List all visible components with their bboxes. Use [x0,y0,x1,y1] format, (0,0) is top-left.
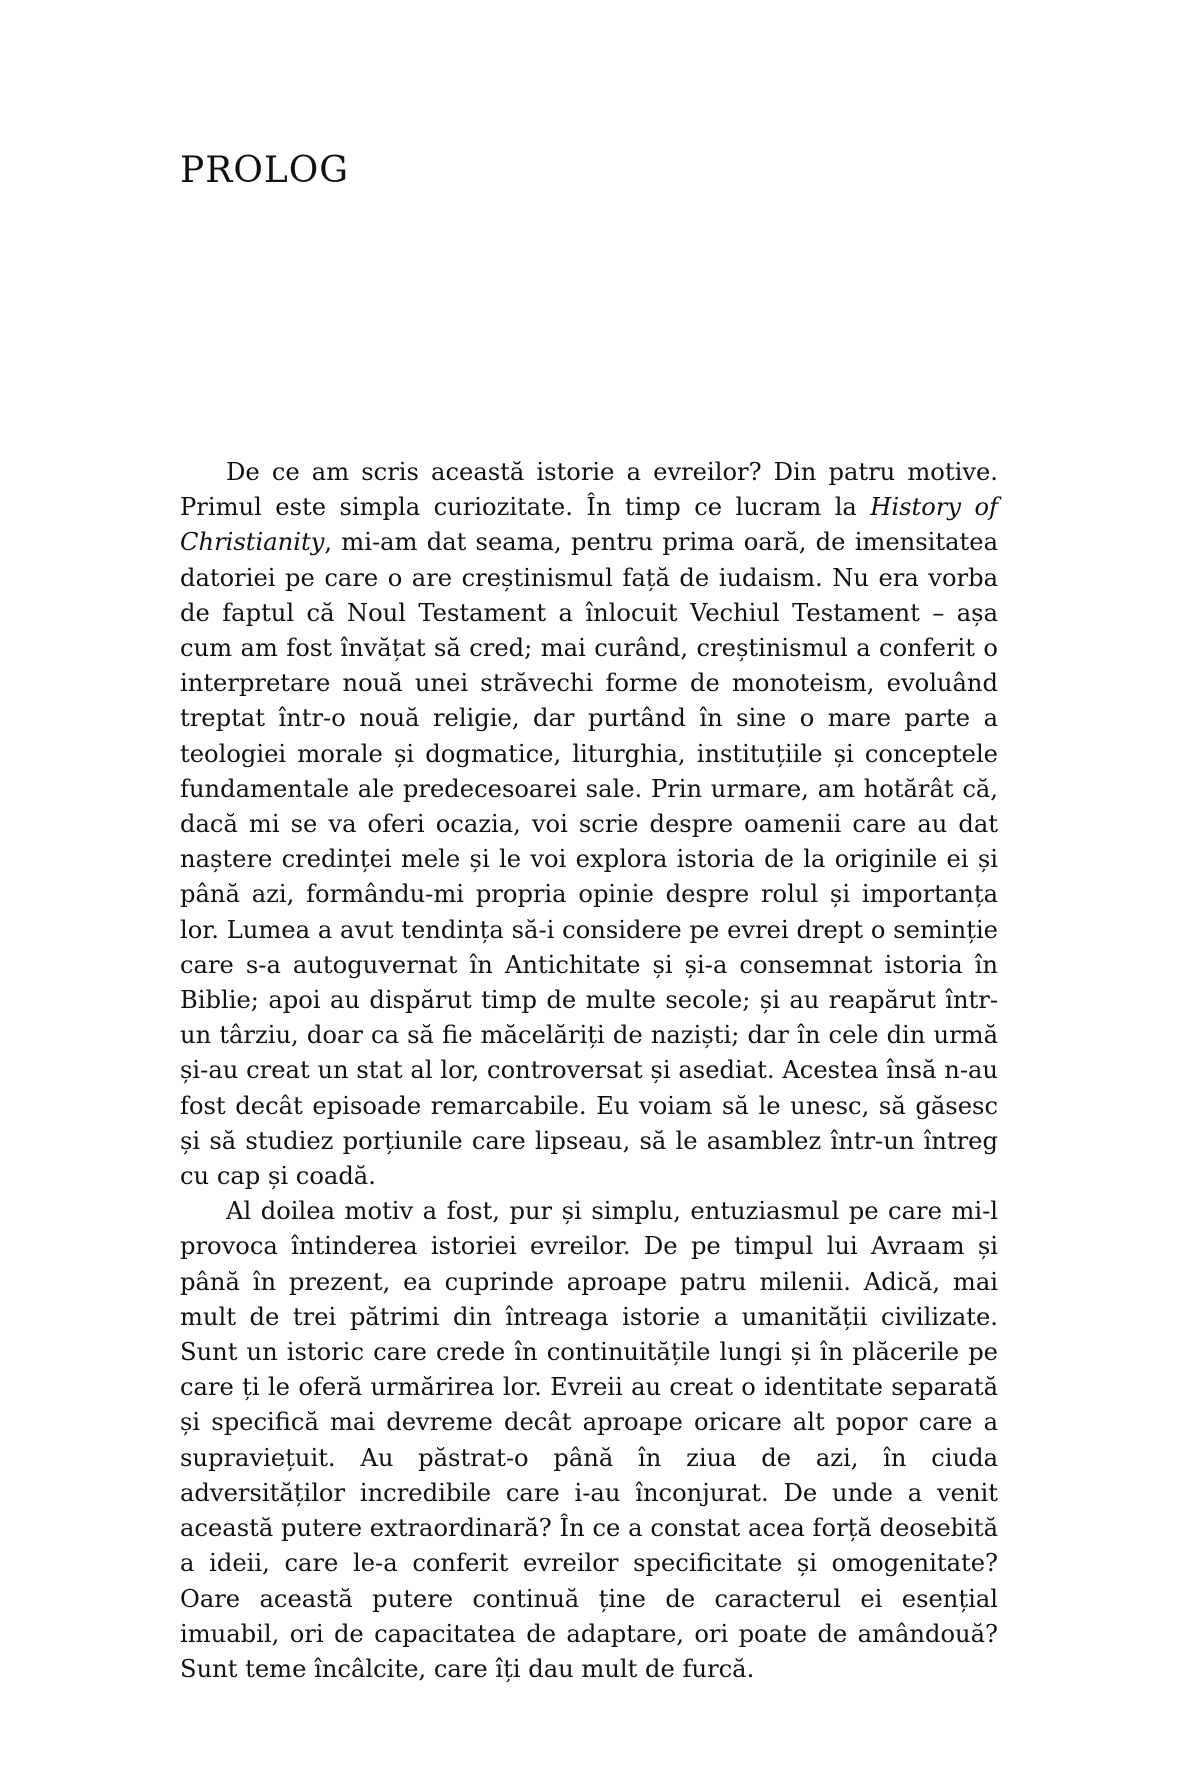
paragraph-2 [180,1194,998,1687]
paragraph-2-text: Al doilea motiv a fost, pur și simplu, entuziasmul pe care mi-l provoca întinderea istoriei evreilor. De pe timpul lui Avraam și până în prezent, ea cuprinde aproape patru milenii. Adică, mai mult de trei pătrimi din întreaga istorie a umanității civilizate. Sunt un istoric care crede în continuitățile lungi și în plăcerile pe care ți le oferă urmărirea lor. Evreii au creat o identitate separată și specifică mai devreme decât aproape oricare alt popor care a supraviețuit. Au păstrat-o până în ziua de azi, în ciuda adversităților incredibile care i-au înconjurat. De unde a venit această putere extraordinară? În ce a constat acea forță deosebită a ideii, care le-a conferit evreilor specificitate și omogenitate? Oare această putere continuă ține de caracterul ei esențial imuabil, ori de capacitatea de adaptare, ori poate de amândouă? Sunt teme încâlcite, care îți dau mult de furcă. [180,1197,998,1683]
paragraph-1 [180,455,998,1194]
prolog-body [180,455,998,1687]
paragraph-1-text-a: De ce am scris această istorie a evreilor? Din patru motive. Primul este simpla curiozitate. În timp ce lucram la [180,458,998,522]
book-title-italic: History of Christianity [180,493,998,557]
paragraph-1-text-b: , mi-am dat seama, pentru prima oară, de imensitatea datoriei pe care o are creștinismul față de iudaism. Nu era vorba de faptul că Noul Testament a înlocuit Vechiul Testament – așa cum am fost învățat să cred; mai curând, creștinismul a conferit o interpretare nouă unei străvechi forme de monoteism, evoluând treptat într-o nouă religie, dar purtând în sine o mare parte a teologiei morale și dogmatice, liturghia, instituțiile și conceptele fundamentale ale predecesoarei sale. Prin urmare, am hotărât că, dacă mi se va oferi ocazia, voi scrie despre oamenii care au dat naștere credinței mele și le voi explora istoria de la originile ei și până azi, formându-mi propria opinie despre rolul și importanța lor. Lumea a avut tendința să-i considere pe evrei drept o seminție care s-a autoguvernat în Antichitate și și-a consemnat istoria în Biblie; apoi au dispărut timp de multe secole; și au reapărut într-un târziu, doar ca să fie măcelăriți de naziști; dar în cele din urmă și-au creat un stat al lor, controversat și asediat. Acestea însă n-au fost decât episoade remarcabile. Eu voiam să le unesc, să găsesc și să studiez porțiunile care lipseau, să le asamblez într-un întreg cu cap și coadă. [180,528,998,1191]
chapter-title: PROLOG [180,150,350,191]
